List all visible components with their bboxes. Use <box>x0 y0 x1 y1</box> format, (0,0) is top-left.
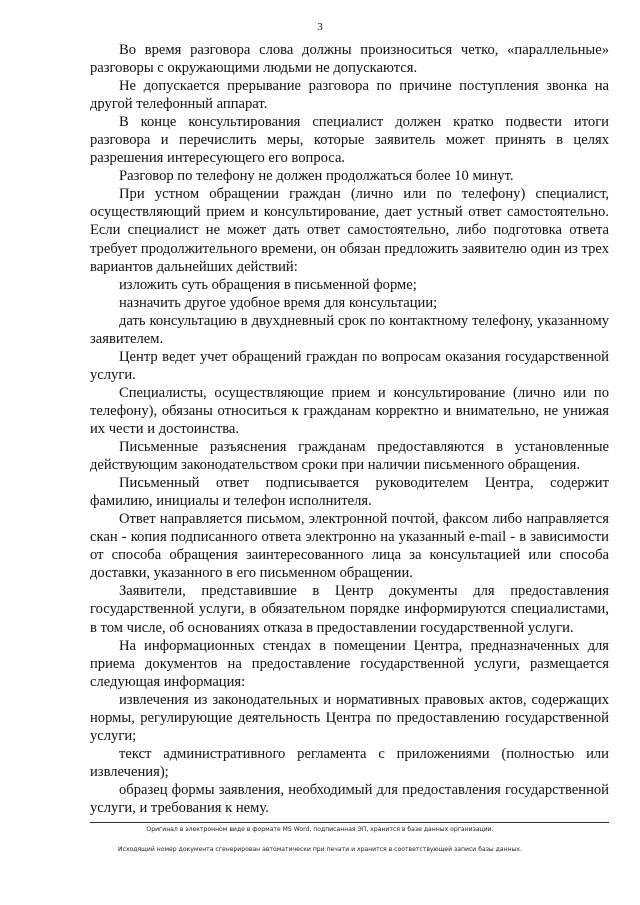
paragraph: Заявители, представившие в Центр документы для предоставления государственной услуги, в обязательном порядке информируются специалистами, в том числе, об основаниях отказа в предоставлении государственной услуги. <box>90 583 609 636</box>
paragraph: Не допускается прерывание разговора по причине поступления звонка на другой телефонный аппарат. <box>90 78 609 113</box>
footer-note-number: Исходящий номер документа сгенерирован автоматически при печати и хранится в соответствующей записи базы данных. <box>118 846 522 853</box>
document-body <box>90 41 609 817</box>
list-item: дать консультацию в двухдневный срок по контактному телефону, указанному заявителем. <box>90 312 609 347</box>
list-item: образец формы заявления, необходимый для предоставления государственной услуги, и требования к нему. <box>90 781 609 816</box>
paragraph: Письменный ответ подписывается руководителем Центра, содержит фамилию, инициалы и телефон исполнителя. <box>90 475 609 510</box>
paragraph: Разговор по телефону не должен продолжаться более 10 минут. <box>119 168 514 185</box>
paragraph: При устном обращении граждан (лично или по телефону) специалист, осуществляющий прием и консультирование, дает устный ответ самостоятельно. Если специалист не может дать ответ самостоятельно, либо подготовка ответа требует продолжительного времени, он обязан предложить заявителю один из трех вариантов дальнейших действий: <box>90 186 609 275</box>
list-item: текст административного регламента с приложениями (полностью или извлечения); <box>90 745 609 780</box>
paragraph: Специалисты, осуществляющие прием и консультирование (лично или по телефону), обязаны относиться к гражданам корректно и внимательно, не унижая их чести и достоинства. <box>90 384 609 437</box>
paragraph: Ответ направляется письмом, электронной почтой, факсом либо направляется скан - копия подписанного ответа электронно на указанный e-mail - в зависимости от способа обращения заинтересованного лица за консультацией или способа доставки, указанного в его письменном обращении. <box>90 511 609 582</box>
paragraph: Во время разговора слова должны произноситься четко, «параллельные» разговоры с окружающими людьми не допускаются. <box>90 42 609 77</box>
paragraph: На информационных стендах в помещении Центра, предназначенных для приема документов на предоставление государственной услуги, размещается следующая информация: <box>90 637 609 690</box>
paragraph: В конце консультирования специалист должен кратко подвести итоги разговора и перечислить меры, которые заявитель может принять в целях разрешения интересующего его вопроса. <box>90 114 609 167</box>
paragraph: Письменные разъяснения гражданам предоставляются в установленные действующим законодательством сроки при наличии письменного обращения. <box>90 439 609 474</box>
footer-note-original: Оригинал в электронном виде в формате MS Word, подписанная ЭП, хранится в базе данных организации. <box>146 826 494 833</box>
paragraph: Центр ведет учет обращений граждан по вопросам оказания государственной услуги. <box>90 348 609 383</box>
list-item: изложить суть обращения в письменной форме; <box>119 276 417 293</box>
list-item: извлечения из законодательных и нормативных правовых актов, содержащих нормы, регулирующие деятельность Центра по предоставлению государственной услуги; <box>90 691 609 744</box>
footer-divider <box>90 822 609 823</box>
list-item: назначить другое удобное время для консультации; <box>119 294 438 311</box>
page-number: 3 <box>317 21 323 33</box>
